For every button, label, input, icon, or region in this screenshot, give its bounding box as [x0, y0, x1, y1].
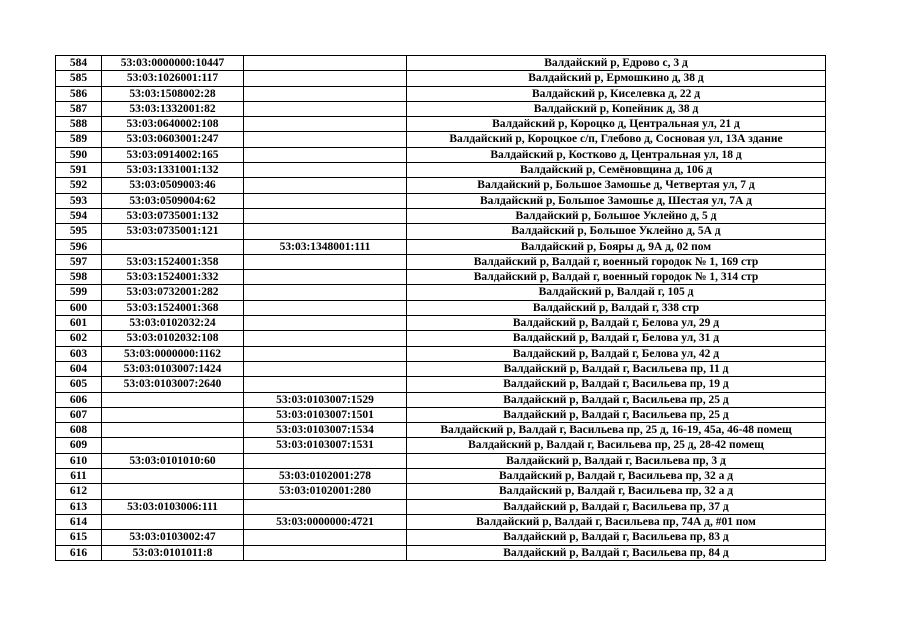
cadastral-number-cell: 53:03:1026001:117 — [102, 71, 244, 86]
linked-cadastral-number-cell: 53:03:0102001:278 — [244, 469, 407, 484]
row-number-cell: 589 — [56, 132, 102, 147]
row-number-cell: 599 — [56, 285, 102, 300]
row-number-cell: 587 — [56, 101, 102, 116]
address-cell: Валдайский р, Валдай г, Васильева пр, 3 д — [407, 453, 826, 468]
linked-cadastral-number-cell — [244, 117, 407, 132]
row-number-cell: 601 — [56, 316, 102, 331]
cadastral-number-cell — [102, 438, 244, 453]
cadastral-number-cell: 53:03:0102032:108 — [102, 331, 244, 346]
table-row — [56, 499, 826, 514]
linked-cadastral-number-cell: 53:03:0103007:1529 — [244, 392, 407, 407]
cadastral-number-cell: 53:03:0509003:46 — [102, 178, 244, 193]
row-number-cell: 615 — [56, 530, 102, 545]
cadastral-number-cell: 53:03:0603001:247 — [102, 132, 244, 147]
linked-cadastral-number-cell — [244, 254, 407, 269]
linked-cadastral-number-cell — [244, 178, 407, 193]
address-cell: Валдайский р, Валдай г, Васильева пр, 25 д, 28-42 помещ — [407, 438, 826, 453]
address-cell: Валдайский р, Валдай г, Васильева пр, 84 д — [407, 545, 826, 560]
row-number-cell: 594 — [56, 208, 102, 223]
cadastral-number-cell: 53:03:1508002:28 — [102, 86, 244, 101]
table-row — [56, 132, 826, 147]
row-number-cell: 595 — [56, 224, 102, 239]
row-number-cell: 610 — [56, 453, 102, 468]
row-number-cell: 600 — [56, 300, 102, 315]
linked-cadastral-number-cell — [244, 208, 407, 223]
table-row — [56, 224, 826, 239]
cadastral-number-cell: 53:03:0735001:132 — [102, 208, 244, 223]
table-row — [56, 56, 826, 71]
address-cell: Валдайский р, Едрово с, 3 д — [407, 56, 826, 71]
table-row — [56, 178, 826, 193]
address-cell: Валдайский р, Большое Замошье д, Четвертая ул, 7 д — [407, 178, 826, 193]
address-cell: Валдайский р, Короцко д, Центральная ул, 21 д — [407, 117, 826, 132]
row-number-cell: 612 — [56, 484, 102, 499]
linked-cadastral-number-cell — [244, 56, 407, 71]
address-cell: Валдайский р, Валдай г, Белова ул, 31 д — [407, 331, 826, 346]
address-cell: Валдайский р, Валдай г, Васильева пр, 74А д, #01 пом — [407, 514, 826, 529]
address-cell: Валдайский р, Валдай г, Васильева пр, 25 д, 16-19, 45а, 46-48 помещ — [407, 423, 826, 438]
linked-cadastral-number-cell — [244, 147, 407, 162]
row-number-cell: 614 — [56, 514, 102, 529]
linked-cadastral-number-cell — [244, 361, 407, 376]
address-cell: Валдайский р, Валдай г, военный городок № 1, 314 стр — [407, 270, 826, 285]
linked-cadastral-number-cell — [244, 316, 407, 331]
cadastral-number-cell — [102, 392, 244, 407]
table-row — [56, 117, 826, 132]
table-row — [56, 147, 826, 162]
row-number-cell: 597 — [56, 254, 102, 269]
cadastral-number-cell — [102, 469, 244, 484]
cadastral-number-cell: 53:03:1331001:132 — [102, 163, 244, 178]
linked-cadastral-number-cell — [244, 71, 407, 86]
cadastral-number-cell — [102, 484, 244, 499]
address-cell: Валдайский р, Валдай г, Васильева пр, 37 д — [407, 499, 826, 514]
table-row — [56, 300, 826, 315]
row-number-cell: 604 — [56, 361, 102, 376]
linked-cadastral-number-cell — [244, 101, 407, 116]
address-cell: Валдайский р, Бояры д, 9А д, 02 пом — [407, 239, 826, 254]
address-cell: Валдайский р, Валдай г, Васильева пр, 32 а д — [407, 484, 826, 499]
cadastral-number-cell — [102, 239, 244, 254]
row-number-cell: 609 — [56, 438, 102, 453]
address-cell: Валдайский р, Валдай г, Васильева пр, 25 д — [407, 392, 826, 407]
cadastral-number-cell: 53:03:1332001:82 — [102, 101, 244, 116]
table-row — [56, 453, 826, 468]
row-number-cell: 590 — [56, 147, 102, 162]
row-number-cell: 592 — [56, 178, 102, 193]
linked-cadastral-number-cell: 53:03:0103007:1501 — [244, 407, 407, 422]
cadastral-number-cell: 53:03:0914002:165 — [102, 147, 244, 162]
address-cell: Валдайский р, Короцкое с/п, Глебово д, Сосновая ул, 13А здание — [407, 132, 826, 147]
row-number-cell: 584 — [56, 56, 102, 71]
table-row — [56, 71, 826, 86]
table-row — [56, 469, 826, 484]
linked-cadastral-number-cell — [244, 193, 407, 208]
linked-cadastral-number-cell — [244, 270, 407, 285]
cadastral-number-cell — [102, 407, 244, 422]
linked-cadastral-number-cell — [244, 132, 407, 147]
row-number-cell: 606 — [56, 392, 102, 407]
linked-cadastral-number-cell — [244, 499, 407, 514]
cadastral-number-cell: 53:03:0509004:62 — [102, 193, 244, 208]
table-row — [56, 407, 826, 422]
cadastral-number-cell: 53:03:0102032:24 — [102, 316, 244, 331]
linked-cadastral-number-cell — [244, 377, 407, 392]
cadastral-number-cell: 53:03:1524001:332 — [102, 270, 244, 285]
linked-cadastral-number-cell — [244, 346, 407, 361]
linked-cadastral-number-cell — [244, 331, 407, 346]
address-cell: Валдайский р, Валдай г, военный городок № 1, 169 стр — [407, 254, 826, 269]
table-row — [56, 254, 826, 269]
row-number-cell: 613 — [56, 499, 102, 514]
cadastral-number-cell: 53:03:0000000:10447 — [102, 56, 244, 71]
address-cell: Валдайский р, Валдай г, Васильева пр, 32 а д — [407, 469, 826, 484]
address-cell: Валдайский р, Ермошкино д, 38 д — [407, 71, 826, 86]
row-number-cell: 593 — [56, 193, 102, 208]
cadastral-number-cell: 53:03:0732001:282 — [102, 285, 244, 300]
table-row — [56, 530, 826, 545]
linked-cadastral-number-cell — [244, 163, 407, 178]
table-row — [56, 86, 826, 101]
table-row — [56, 545, 826, 560]
address-cell: Валдайский р, Валдай г, 105 д — [407, 285, 826, 300]
address-cell: Валдайский р, Копейник д, 38 д — [407, 101, 826, 116]
cadastral-number-cell: 53:03:0103007:1424 — [102, 361, 244, 376]
address-cell: Валдайский р, Валдай г, Васильева пр, 11 д — [407, 361, 826, 376]
row-number-cell: 611 — [56, 469, 102, 484]
row-number-cell: 585 — [56, 71, 102, 86]
table-row — [56, 193, 826, 208]
cadastral-number-cell — [102, 423, 244, 438]
linked-cadastral-number-cell — [244, 86, 407, 101]
address-cell: Валдайский р, Валдай г, Васильева пр, 19 д — [407, 377, 826, 392]
row-number-cell: 605 — [56, 377, 102, 392]
row-number-cell: 598 — [56, 270, 102, 285]
table-row — [56, 101, 826, 116]
address-cell: Валдайский р, Валдай г, Белова ул, 29 д — [407, 316, 826, 331]
table-row — [56, 270, 826, 285]
cadastral-number-cell — [102, 514, 244, 529]
address-cell: Валдайский р, Валдай г, 338 стр — [407, 300, 826, 315]
table-row — [56, 163, 826, 178]
linked-cadastral-number-cell: 53:03:0000000:4721 — [244, 514, 407, 529]
linked-cadastral-number-cell — [244, 545, 407, 560]
table-row — [56, 331, 826, 346]
cadastral-number-cell: 53:03:0640002:108 — [102, 117, 244, 132]
row-number-cell: 603 — [56, 346, 102, 361]
cadastral-number-cell: 53:03:0101010:60 — [102, 453, 244, 468]
address-cell: Валдайский р, Большое Уклейно д, 5 д — [407, 208, 826, 223]
row-number-cell: 588 — [56, 117, 102, 132]
row-number-cell: 586 — [56, 86, 102, 101]
cadastral-number-cell: 53:03:1524001:358 — [102, 254, 244, 269]
linked-cadastral-number-cell: 53:03:0102001:280 — [244, 484, 407, 499]
linked-cadastral-number-cell — [244, 300, 407, 315]
table-row — [56, 484, 826, 499]
table-row — [56, 208, 826, 223]
linked-cadastral-number-cell — [244, 453, 407, 468]
registry-table-body — [56, 56, 826, 561]
table-row — [56, 377, 826, 392]
cadastral-number-cell: 53:03:0735001:121 — [102, 224, 244, 239]
address-cell: Валдайский р, Валдай г, Белова ул, 42 д — [407, 346, 826, 361]
row-number-cell: 596 — [56, 239, 102, 254]
cadastral-number-cell: 53:03:0103007:2640 — [102, 377, 244, 392]
cadastral-number-cell: 53:03:0000000:1162 — [102, 346, 244, 361]
address-cell: Валдайский р, Киселевка д, 22 д — [407, 86, 826, 101]
table-row — [56, 361, 826, 376]
linked-cadastral-number-cell — [244, 530, 407, 545]
table-row — [56, 285, 826, 300]
row-number-cell: 608 — [56, 423, 102, 438]
cadastral-number-cell: 53:03:0103002:47 — [102, 530, 244, 545]
linked-cadastral-number-cell: 53:03:0103007:1534 — [244, 423, 407, 438]
linked-cadastral-number-cell: 53:03:0103007:1531 — [244, 438, 407, 453]
linked-cadastral-number-cell — [244, 224, 407, 239]
address-cell: Валдайский р, Семёновщина д, 106 д — [407, 163, 826, 178]
table-row — [56, 514, 826, 529]
table-row — [56, 346, 826, 361]
row-number-cell: 607 — [56, 407, 102, 422]
cadastral-number-cell: 53:03:0103006:111 — [102, 499, 244, 514]
cadastral-number-cell: 53:03:0101011:8 — [102, 545, 244, 560]
table-row — [56, 438, 826, 453]
table-row — [56, 423, 826, 438]
linked-cadastral-number-cell — [244, 285, 407, 300]
property-registry-table — [55, 55, 826, 561]
row-number-cell: 591 — [56, 163, 102, 178]
address-cell: Валдайский р, Валдай г, Васильева пр, 25 д — [407, 407, 826, 422]
cadastral-number-cell: 53:03:1524001:368 — [102, 300, 244, 315]
address-cell: Валдайский р, Большое Замошье д, Шестая ул, 7А д — [407, 193, 826, 208]
table-row — [56, 392, 826, 407]
table-row — [56, 316, 826, 331]
row-number-cell: 616 — [56, 545, 102, 560]
address-cell: Валдайский р, Костково д, Центральная ул, 18 д — [407, 147, 826, 162]
address-cell: Валдайский р, Большое Уклейно д, 5А д — [407, 224, 826, 239]
address-cell: Валдайский р, Валдай г, Васильева пр, 83 д — [407, 530, 826, 545]
row-number-cell: 602 — [56, 331, 102, 346]
table-row — [56, 239, 826, 254]
linked-cadastral-number-cell: 53:03:1348001:111 — [244, 239, 407, 254]
